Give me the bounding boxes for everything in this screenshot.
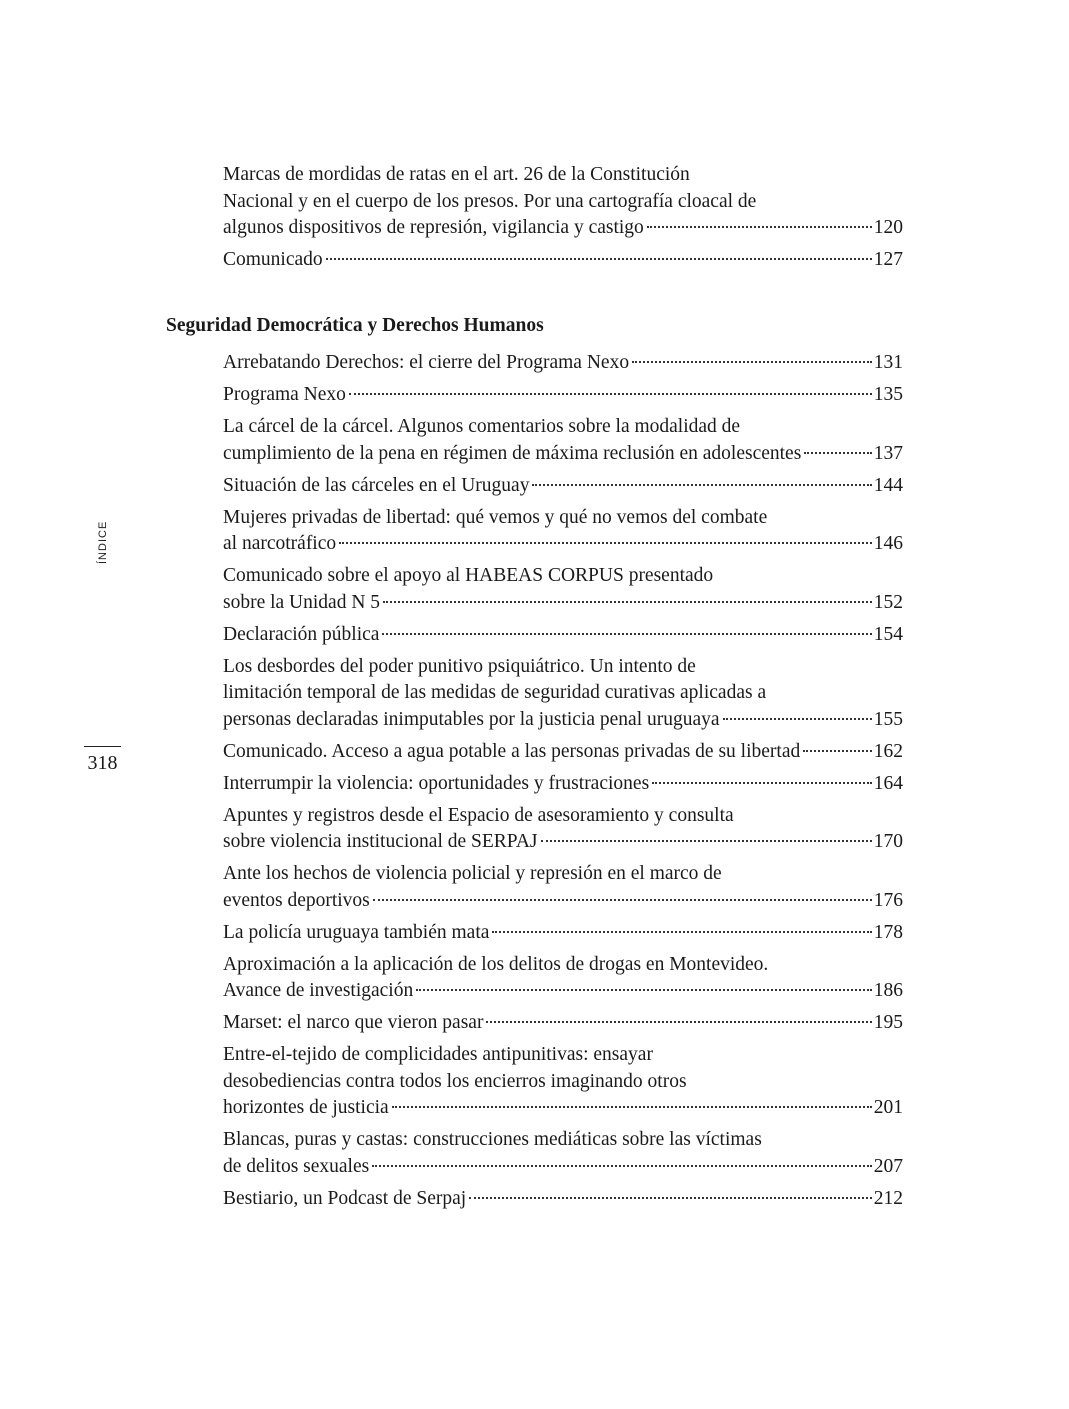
toc-entry-title-line: Situación de las cárceles en el Uruguay — [223, 474, 530, 496]
toc-entry-title-line: Aproximación a la aplicación de los delitos de drogas en Montevideo. — [223, 953, 769, 975]
toc-entry-last-line — [223, 739, 903, 766]
toc-entry-last-line — [223, 473, 903, 500]
toc-entry[interactable] — [223, 771, 903, 798]
toc-entry-title-line: de delitos sexuales — [223, 1155, 370, 1177]
toc-entry-title-line: Marset: el narco que vieron pasar — [223, 1012, 484, 1033]
dot-leader — [349, 393, 872, 395]
dot-leader — [492, 931, 871, 933]
toc-entry-title-line: algunos dispositivos de represión, vigilancia y castigo — [223, 217, 644, 238]
toc-entry-last-line — [223, 382, 903, 409]
toc-entry-title-line: Entre-el-tejido de complicidades antipunitivas: ensayar — [223, 1044, 653, 1065]
toc-entry-title-line: Declaración pública — [223, 623, 380, 645]
dot-leader — [416, 989, 872, 991]
toc-entry-title-line: Programa Nexo — [223, 384, 346, 405]
toc-entry-page-number: 146 — [873, 533, 903, 554]
toc-entry-last-line — [223, 622, 903, 649]
toc-entry-page-number: 131 — [873, 352, 903, 373]
toc-entry-last-line — [223, 707, 903, 734]
toc-entry[interactable] — [223, 803, 903, 856]
toc-entry[interactable] — [223, 350, 903, 377]
toc-entry[interactable] — [223, 920, 903, 947]
toc-entry-last-line — [223, 1154, 903, 1181]
toc-entry-title-line: limitación temporal de las medidas de seguridad curativas aplicadas a — [223, 682, 767, 703]
toc-entry[interactable] — [223, 162, 903, 242]
toc-entry-last-line — [223, 1010, 903, 1037]
toc-entry[interactable] — [223, 1042, 903, 1122]
toc-entry[interactable] — [223, 1127, 903, 1180]
toc-entry-page-number: 212 — [873, 1187, 903, 1209]
toc-entry-last-line — [223, 590, 903, 617]
toc-entry-title-line: sobre la Unidad N 5 — [223, 591, 381, 613]
toc-entry-last-line — [223, 350, 903, 377]
toc-entry-last-line — [223, 1186, 903, 1213]
toc-entry-last-line — [223, 920, 903, 947]
toc-entry-title-line: sobre violencia institucional de SERPAJ — [223, 831, 538, 852]
dot-leader — [326, 258, 872, 260]
toc-entry-title-line: cumplimiento de la pena en régimen de máxima reclusión en adolescentes — [223, 442, 802, 464]
toc-entry-last-line — [223, 978, 903, 1005]
toc-entry-last-line — [223, 771, 903, 798]
toc-entry[interactable] — [223, 952, 903, 1005]
toc-entry-page-number: 137 — [873, 442, 903, 464]
toc-entry-page-number: 127 — [873, 249, 903, 270]
side-running-label: ÍNDICE — [97, 520, 109, 564]
toc-entry-title-line: Comunicado sobre el apoyo al HABEAS CORPUS presentado — [223, 565, 714, 586]
toc-entry-title-line: Arrebatando Derechos: el cierre del Programa Nexo — [223, 352, 630, 373]
toc-entry[interactable] — [223, 505, 903, 558]
toc-entry-last-line — [223, 829, 903, 856]
toc-entry-title-line: Bestiario, un Podcast de Serpaj — [223, 1187, 467, 1209]
dot-leader — [372, 1165, 872, 1167]
toc-entry-page-number: 186 — [873, 980, 903, 1001]
toc-entry[interactable] — [223, 1010, 903, 1037]
dot-leader — [373, 899, 872, 901]
dot-leader — [647, 226, 872, 228]
dot-leader — [383, 601, 872, 603]
dot-leader — [469, 1197, 872, 1199]
toc-entry-page-number: 207 — [873, 1155, 903, 1177]
dot-leader — [486, 1021, 871, 1023]
toc-entry-title-line: desobediencias contra todos los encierros imaginando otros — [223, 1070, 687, 1092]
dot-leader — [804, 452, 871, 454]
toc-entry[interactable] — [223, 414, 903, 467]
toc-entry-page-number: 135 — [873, 384, 903, 405]
toc-entry-title-line: Nacional y en el cuerpo de los presos. Por una cartografía cloacal de — [223, 190, 757, 212]
toc-entry[interactable] — [223, 861, 903, 914]
toc-entry-title-line: Blancas, puras y castas: construcciones mediáticas sobre las víctimas — [223, 1129, 762, 1150]
toc-entry-last-line — [223, 215, 903, 242]
dot-leader — [392, 1106, 872, 1108]
toc-entry-page-number: 170 — [873, 831, 903, 852]
toc-entry-last-line — [223, 247, 903, 274]
toc-entry-title-line: personas declaradas inimputables por la justicia penal uruguaya — [223, 708, 720, 730]
dot-leader — [652, 782, 872, 784]
toc-entry[interactable] — [223, 1186, 903, 1213]
toc-entry-title-line: Comunicado. Acceso a agua potable a las personas privadas de su libertad — [223, 740, 801, 762]
dot-leader — [382, 633, 871, 635]
section-title: Seguridad Democrática y Derechos Humanos — [166, 315, 544, 336]
toc-entry-page-number: 162 — [873, 740, 903, 762]
toc-entry-title-line: Mujeres privadas de libertad: qué vemos y qué no vemos del combate — [223, 506, 768, 528]
dot-leader — [803, 750, 872, 752]
toc-entry-page-number: 144 — [873, 474, 903, 496]
toc-entry-last-line — [223, 441, 903, 468]
toc-entry[interactable] — [223, 622, 903, 649]
toc-entry-title-line: Apuntes y registros desde el Espacio de asesoramiento y consulta — [223, 804, 734, 826]
toc-entry-title-line: Marcas de mordidas de ratas en el art. 26 de la Constitución — [223, 164, 690, 185]
toc-entry-title-line: La policía uruguaya también mata — [223, 921, 490, 943]
toc-entry-title-line: eventos deportivos — [223, 889, 370, 911]
page-number-rule — [84, 746, 121, 747]
dot-leader — [532, 484, 871, 486]
toc-entry-title-line: al narcotráfico — [223, 533, 337, 554]
toc-entry-page-number: 195 — [873, 1012, 903, 1033]
toc-entry-page-number: 154 — [873, 623, 903, 645]
toc-entry-title-line: horizontes de justicia — [223, 1097, 389, 1118]
toc-entry-page-number: 201 — [873, 1097, 903, 1118]
toc-entry-title-line: Comunicado — [223, 249, 323, 270]
toc-entry-page-number: 152 — [873, 591, 903, 613]
page-number: 318 — [87, 752, 118, 774]
toc-entry[interactable] — [223, 382, 903, 409]
toc-entry[interactable] — [223, 473, 903, 500]
toc-entry-last-line — [223, 1095, 903, 1122]
toc-entry-title-line: Ante los hechos de violencia policial y represión en el marco de — [223, 863, 722, 884]
toc-entry[interactable] — [223, 654, 903, 734]
dot-leader — [632, 361, 872, 363]
toc-entry[interactable] — [223, 247, 903, 274]
toc-entry[interactable] — [223, 563, 903, 616]
dot-leader — [541, 840, 872, 842]
toc-entry-page-number: 178 — [873, 921, 903, 943]
toc-entry-page-number: 164 — [873, 772, 903, 794]
toc-entry-last-line — [223, 888, 903, 915]
toc-entry-page-number: 155 — [873, 708, 903, 730]
toc-entry[interactable] — [223, 739, 903, 766]
toc-entry-title-line: Los desbordes del poder punitivo psiquiátrico. Un intento de — [223, 655, 696, 677]
toc-entry-title-line: Interrumpir la violencia: oportunidades y frustraciones — [223, 772, 650, 794]
toc-entry-title-line: Avance de investigación — [223, 980, 414, 1001]
toc-entry-page-number: 120 — [873, 217, 903, 238]
dot-leader — [339, 542, 872, 544]
toc-entry-last-line — [223, 531, 903, 558]
dot-leader — [723, 718, 872, 720]
toc-entry-title-line: La cárcel de la cárcel. Algunos comentarios sobre la modalidad de — [223, 416, 741, 437]
toc-entry-page-number: 176 — [873, 889, 903, 911]
